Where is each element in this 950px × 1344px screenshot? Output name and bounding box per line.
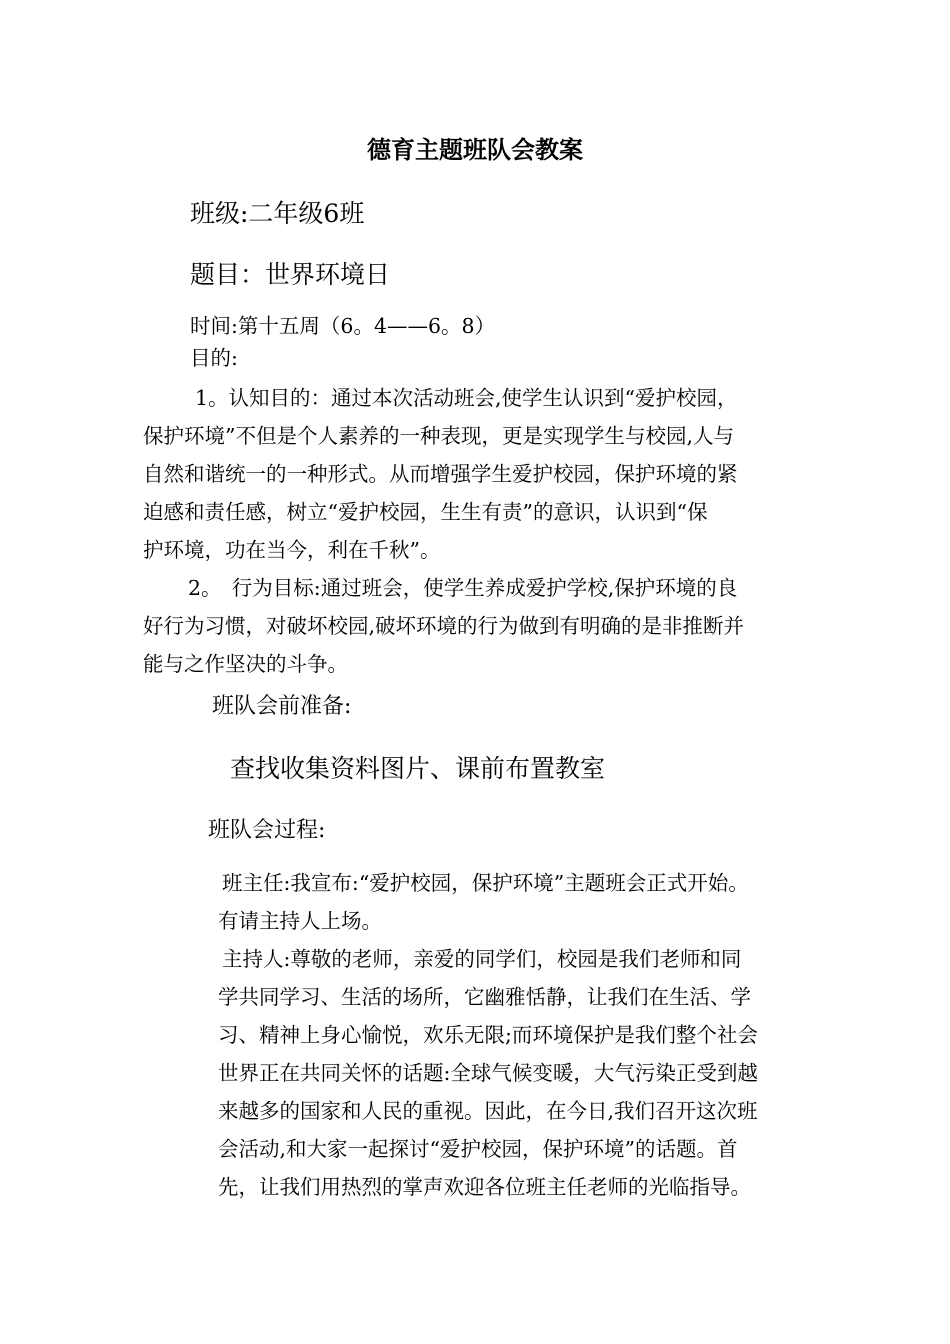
class-info: 班级:二年级6班 xyxy=(190,199,365,228)
purpose-label: 目的: xyxy=(190,346,238,370)
purpose-1-paragraph xyxy=(143,379,738,569)
document-title: 德育主题班队会教案 xyxy=(367,136,583,164)
paragraph-line: 来越多的国家和人民的重视。因此，在今日,我们召开这次班 xyxy=(218,1099,758,1123)
host-paragraph xyxy=(218,940,758,1206)
process-label: 班队会过程: xyxy=(208,818,326,843)
time-line: 时间:第十五周（6。4——6。8） xyxy=(190,314,496,338)
paragraph-line: 主持人:尊敬的老师，亲爱的同学们，校园是我们老师和同 xyxy=(222,947,742,971)
paragraph-line: 迫感和责任感，树立“爱护校园，生生有责”的意识，认识到“保 xyxy=(143,500,708,524)
paragraph-line: 班主任:我宣布:“爱护校园，保护环境”主题班会正式开始。 xyxy=(222,871,749,895)
paragraph-line: 2。 行为目标:通过班会，使学生养成爱护学校,保护环境的良 xyxy=(188,576,738,600)
paragraph-line: 护环境，功在当今，利在千秋”。 xyxy=(143,538,441,562)
paragraph-line: 保护环境”不但是个人素养的一种表现，更是实现学生与校园,人与 xyxy=(143,424,734,448)
paragraph-line: 1。认知目的：通过本次活动班会,使学生认识到“爱护校园， xyxy=(195,386,738,410)
paragraph-line: 习、精神上身心愉悦，欢乐无限;而环境保护是我们整个社会 xyxy=(218,1023,758,1047)
paragraph-line: 世界正在共同关怀的话题:全球气候变暖，大气污染正受到越 xyxy=(218,1061,758,1085)
prep-label: 班队会前准备: xyxy=(212,694,352,719)
purpose-2-paragraph xyxy=(143,569,744,683)
paragraph-line: 自然和谐统一的一种形式。从而增强学生爱护校园，保护环境的紧 xyxy=(143,462,738,486)
paragraph-line: 学共同学习、生活的场所，它幽雅恬静，让我们在生活、学 xyxy=(218,985,751,1009)
teacher-paragraph xyxy=(218,864,749,940)
paragraph-line: 有请主持人上场。 xyxy=(218,909,382,933)
paragraph-line: 能与之作坚决的斗争。 xyxy=(143,652,348,676)
paragraph-line: 会活动,和大家一起探讨“爱护校园，保护环境”的话题。首 xyxy=(218,1137,738,1161)
paragraph-line: 好行为习惯，对破坏校园,破坏环境的行为做到有明确的是非推断并 xyxy=(143,614,745,638)
prep-content: 查找收集资料图片、课前布置教室 xyxy=(230,754,606,783)
topic-line: 题目：世界环境日 xyxy=(190,260,391,289)
paragraph-line: 先，让我们用热烈的掌声欢迎各位班主任老师的光临指导。 xyxy=(218,1175,751,1199)
